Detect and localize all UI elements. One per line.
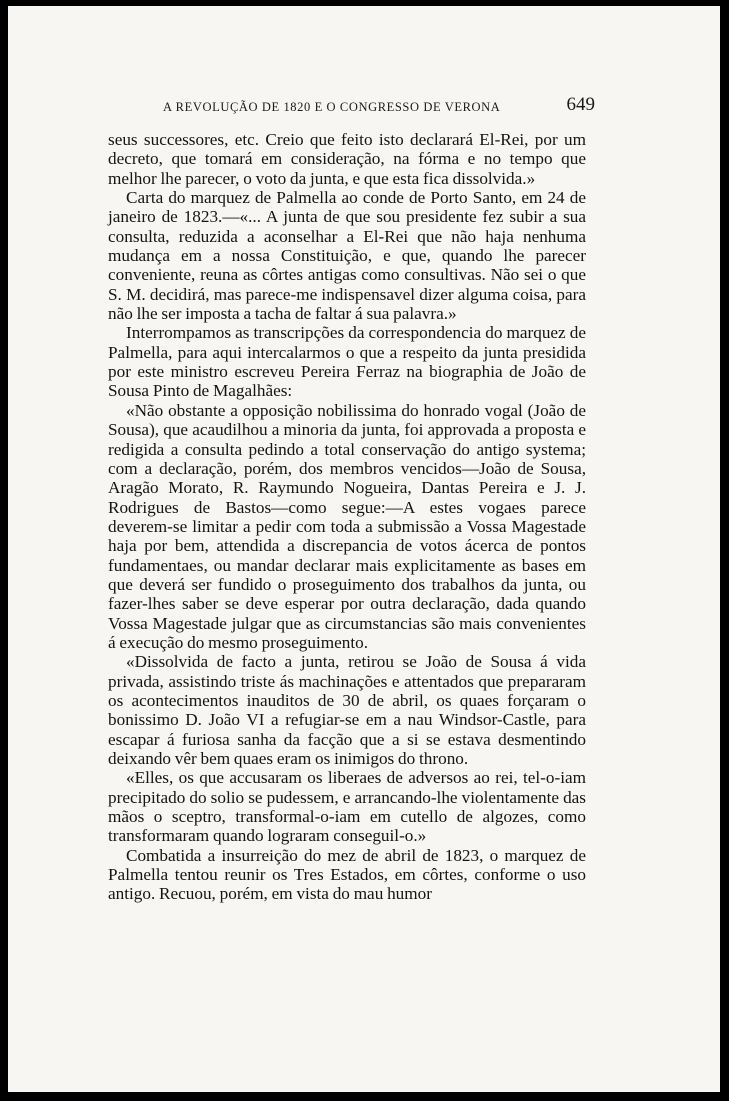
book-page — [8, 6, 720, 1092]
paragraph: Interrompamos as transcripções da correspondencia do marquez de Palmella, para aqui intercalarmos o que a respeito da junta presidida por este ministro escreveu Pereira Ferraz na biographia de João de Sousa Pinto de Magalhães: — [108, 323, 586, 401]
paragraph: «Não obstante a opposição nobilissima do honrado vogal (João de Sousa), que acaudilhou a minoria da junta, foi approvada a proposta e redigida a consulta pedindo a total conservação do antigo systema; com a declaração, porém, dos membros vencidos—João de Sousa, Aragão Morato, R. Raymundo Nogueira, Dantas Pereira e J. J. Rodrigues de Bastos—como segue:—A estes vogaes parece deverem-se limitar a pedir com toda a submissão a Vossa Magestade haja por bem, attendida a discrepancia de votos ácerca de pontos fundamentaes, ou mandar declarar mais explicitamente as bases em que deverá ser fundido o proseguimento dos trabalhos da junta, ou fazer-lhes saber se deve esperar por outra declaração, dada quando Vossa Magestade julgar que as circumstancias são mais convenientes á execução do mesmo proseguimento. — [108, 400, 586, 652]
running-title: A REVOLUÇÃO DE 1820 E O CONGRESSO DE VERONA — [163, 100, 501, 114]
paragraph: «Dissolvida de facto a junta, retirou se João de Sousa á vida privada, assistindo triste ás machinações e attentados que prepararam os acontecimentos inauditos de 30 de abril, os quaes forçaram o bonissimo D. João VI a refugiar-se em a nau Windsor-Castle, para escapar á furiosa sanha da facção que a si se estava desmentindo deixando vêr bem quaes eram os inimigos do throno. — [108, 652, 586, 768]
paragraph: «Elles, os que accusaram os liberaes de adversos ao rei, tel-o-iam precipitado do solio se pudessem, e arrancando-lhe violentamente das mãos o sceptro, transformal-o-iam em cutello de algozes, como transformaram quando lograram conseguil-o.» — [108, 768, 586, 846]
paragraph: Carta do marquez de Palmella ao conde de Porto Santo, em 24 de janeiro de 1823.—«... A junta de que sou presidente fez subir a sua consulta, reduzida a aconselhar a El-Rei que não haja nenhuma mudança em a nossa Constituição, e que, quando lhe parecer conveniente, reuna as côrtes antigas como consultivas. Não sei o que S. M. decidirá, mas parece-me indispensavel dizer alguma coisa, para não lhe ser imposta a tacha de faltar á sua palavra.» — [108, 188, 586, 324]
paragraph: Combatida a insurreição do mez de abril de 1823, o marquez de Palmella tentou reunir os Tres Estados, em côrtes, conforme o uso antigo. Recuou, porém, em vista do mau humor — [108, 845, 586, 904]
page-number: 649 — [566, 94, 595, 115]
paragraph: seus successores, etc. Creio que feito isto declarará El-Rei, por um decreto, que tomará em consideração, na fórma e no tempo que melhor lhe parecer, o voto da junta, e que esta fica dissolvida.» — [108, 130, 586, 188]
page-header — [163, 94, 595, 118]
body-text — [108, 130, 586, 904]
